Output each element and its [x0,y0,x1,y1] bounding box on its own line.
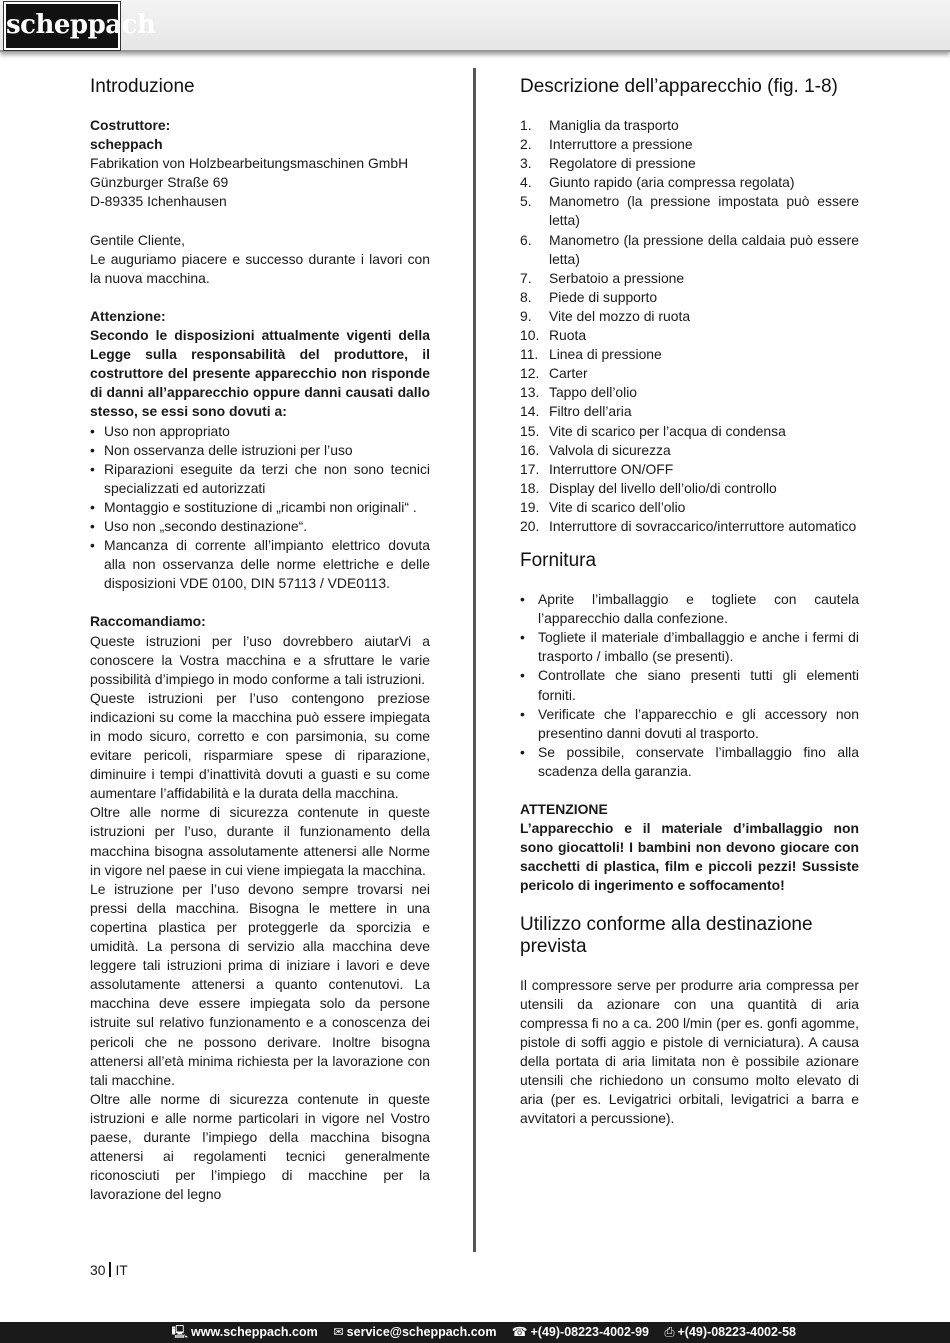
part-label: Interruttore a pressione [549,136,693,153]
list-item: • Montaggio e sostituzione di „ricambi non originali“ . [90,498,430,517]
contact-bar [0,1322,950,1343]
part-label: Vite di scarico per l’acqua di condensa [549,422,786,439]
list-item: • Mancanza di corrente all’impianto elettrico dovuta alla non osservanza delle norme elettriche e delle disposizioni VDE 0100, DIN 57113 / VDE0113. [90,536,430,593]
phone-item [512,1325,649,1339]
part-number: 10. [520,327,540,344]
part-label: Interruttore di sovraccarico/interruttore automatico [549,517,857,534]
part-item [520,364,859,383]
part-number: 8. [520,288,532,305]
footer-separator [109,1262,111,1277]
part-item [520,288,859,307]
part-number: 13. [520,384,540,401]
part-item [520,460,859,479]
part-number: 6. [520,231,532,248]
intended-use-title: Utilizzo conforme alla destinazione prevista [520,913,813,957]
part-label: Maniglia da trasporto [549,117,679,133]
part-number: 12. [520,365,540,382]
part-label: Vite del mozzo di ruota [549,307,691,324]
list-item: • Se possibile, conservate l’imballaggio fino alla scadenza della garanzia. [520,743,859,781]
warning-label: ATTENZIONE [520,801,608,818]
phone-icon: ☎ [511,1325,528,1339]
part-label: Piede di supporto [549,288,658,305]
phone-number: +(49)-08223-4002-99 [530,1325,649,1339]
part-item [520,517,859,536]
part-number: 15. [520,422,540,439]
recommend-paragraph: Queste istruzioni per l’uso dovrebbero aiutarVi a conoscere la Vostra macchina e a sfruttare le varie possibilità d’impiego in modo conforme a tali istruzioni. [90,632,430,687]
computer-icon: 🖳 [171,1325,189,1339]
part-number: 5. [520,193,532,210]
left-column [90,76,430,1204]
part-item [520,326,859,345]
attention-list [90,422,430,594]
right-column [520,76,859,1128]
part-number: 17. [520,460,540,477]
part-label: Valvola di sicurezza [549,441,671,458]
part-number: 1. [520,117,532,133]
fax-item [664,1325,796,1339]
part-item [520,402,859,421]
part-label: Tappo dell’olio [549,384,638,401]
part-number: 9. [520,307,532,324]
description-title: Descrizione dell’apparecchio (fig. 1-8) [520,76,838,97]
manufacturer-line: Günzburger Straße 69 [90,174,229,191]
part-label: Serbatoio a pressione [549,269,685,286]
scheppach-logo: scheppach [4,2,120,50]
intended-use-text: Il compressore serve per produrre aria compressa per utensili da azionare con una quantità di aria compressa fi no a ca. 200 l/min (per es. gonfi agomme, pistole di soffi aggio e pistole di verniciatura). A causa della portata di aria limitata non è possibile azionare utensili che richiedono un consumo molto elevato di aria (per es. Levigatrici orbitali, levigatrici a barra e avvitatori a percussione). [520,976,859,1127]
recommend-paragraph: Le istruzione per l’uso devono sempre trovarsi nei pressi della macchina. Bisogna le mettere in una copertina plastica per proteggerle da sporcizia e umidità. La persona di servizio alla macchina deve leggere tali istruzioni prima di iniziare i lavori e deve assolutamente attenersi a quanto contenutovi. La macchina deve essere impiegata solo da persone istruite sul relativo funzionamento e a conoscenza dei pericoli che ne possono derivare. Inoltre bisogna attenersi all’età minima richiesta per la lavorazione con tali macchine. [90,880,430,1088]
page-number: 30 [90,1262,106,1278]
website-link[interactable]: www.scheppach.com [191,1325,318,1339]
list-item: • Togliete il materiale d’imballaggio e anche i fermi di trasporto / imballo (se presenti). [520,628,859,666]
warning-text: L’apparecchio e il materiale d’imballaggio non sono giocattoli! I bambini non devono giocare con sacchetti di plastica, film e piccoli pezzi! Sussiste pericolo di ingerimento e soffocamento! [520,820,859,894]
fax-icon: ⎙ [664,1325,675,1339]
supply-list [520,590,859,781]
part-number: 4. [520,174,532,191]
intro-title: Introduzione [90,76,195,97]
manufacturer-address [90,135,430,211]
recommend-paragraph: Oltre alle norme di sicurezza contenute in queste istruzioni e alle norme particolari in vigore nel Vostro paese, durante l’impiego della macchina bisogna attenersi ai regolamenti tecnici generalmente riconosciuti per l’impiego di macchine per la lavorazione del legno [90,1090,430,1203]
part-number: 3. [520,155,532,172]
part-number: 16. [520,441,540,458]
list-item: • Verificate che l’apparecchio e gli accessory non presentino danni dovuti al trasporto. [520,705,859,743]
manufacturer-label: Costruttore: [90,117,171,133]
part-label: Giunto rapido (aria compressa regolata) [549,174,795,191]
recommend-label: Raccomandiamo: [90,613,206,630]
list-item: • Uso non „secondo destinazione“. [90,517,430,536]
part-number: 18. [520,479,540,496]
part-item [520,269,859,288]
part-number: 19. [520,498,540,515]
manufacturer-line: D-89335 Ichenhausen [90,193,227,210]
part-item [520,498,859,517]
part-label: Ruota [549,327,587,344]
part-item [520,173,859,192]
list-item: • Uso non appropriato [90,422,430,441]
list-item: • Aprite l’imballaggio e togliete con cautela l’apparecchio dalla confezione. [520,590,859,628]
part-item [520,116,859,135]
recommend-paragraph: Oltre alle norme di sicurezza contenute in queste istruzioni per l’uso, durante il funzionamento della macchina bisogna assolutamente attenersi alle Norme in vigore nel paese in cui viene impiegata la macchina. [90,804,430,878]
header-bar [0,0,950,52]
part-item [520,307,859,326]
email-link[interactable]: service@scheppach.com [346,1325,497,1339]
part-item [520,479,859,498]
part-item [520,441,859,460]
part-item [520,422,859,441]
part-label: Filtro dell’aria [549,403,632,420]
part-label: Interruttore ON/OFF [549,460,674,477]
part-label: Manometro (la pressione impostata può essere letta) [549,193,859,229]
list-item: • Controllate che siano presenti tutti gli elementi forniti. [520,666,859,704]
attention-text: Secondo le disposizioni attualmente vigenti della Legge sulla responsabilità del produttore, il costruttore del presente apparecchio non risponde di danni all’apparecchio oppure danni causati dallo stesso, se essi sono dovuti a: [90,327,430,420]
part-label: Manometro (la pressione della caldaia può essere letta) [549,231,859,267]
list-item: • Non osservanza delle istruzioni per l’uso [90,441,430,460]
part-item [520,345,859,364]
list-item: • Riparazioni eseguite da terzi che non sono tecnici specializzati ed autorizzati [90,460,430,498]
part-item [520,135,859,154]
manufacturer-name: scheppach [90,136,163,153]
website-item[interactable] [171,1325,317,1339]
page-footer [90,1262,128,1278]
language-code: IT [115,1262,128,1278]
fax-number: +(49)-08223-4002-58 [677,1325,796,1339]
email-item[interactable] [333,1325,496,1339]
manufacturer-line: Fabrikation von Holzbearbeitungsmaschinen GmbH [90,155,409,172]
part-label: Vite di scarico dell’olio [549,498,686,515]
part-label: Carter [549,365,588,382]
part-number: 20. [520,517,540,534]
part-item [520,154,859,173]
part-item [520,192,859,230]
part-number: 14. [520,403,540,420]
part-number: 7. [520,269,532,286]
email-icon: ✉ [333,1325,344,1339]
recommend-paragraph: Queste istruzioni per l’uso contengono preziose indicazioni su come la macchina può essere impiegata in modo sicuro, corretto e con parsimonia, su come evitare pericoli, risparmiare spese di riparazione, diminuire i tempi d’inattività dovuti a guasti e su come aumentare l’affidabilità e la durata della macchina. [90,689,430,802]
attention-label: Attenzione: [90,307,166,324]
greeting: Gentile Cliente, [90,231,185,248]
supply-title: Fornitura [520,550,597,572]
greeting-text: Le auguriamo piacere e successo durante i lavori con la nuova macchina. [90,250,430,286]
part-number: 11. [520,346,539,363]
part-item [520,231,859,269]
part-label: Regolatore di pressione [549,155,696,172]
column-divider [473,68,476,1252]
part-item [520,383,859,402]
parts-list [520,116,859,536]
part-label: Display del livello dell’olio/di controllo [549,479,777,496]
part-label: Linea di pressione [549,346,662,363]
part-number: 2. [520,136,532,153]
